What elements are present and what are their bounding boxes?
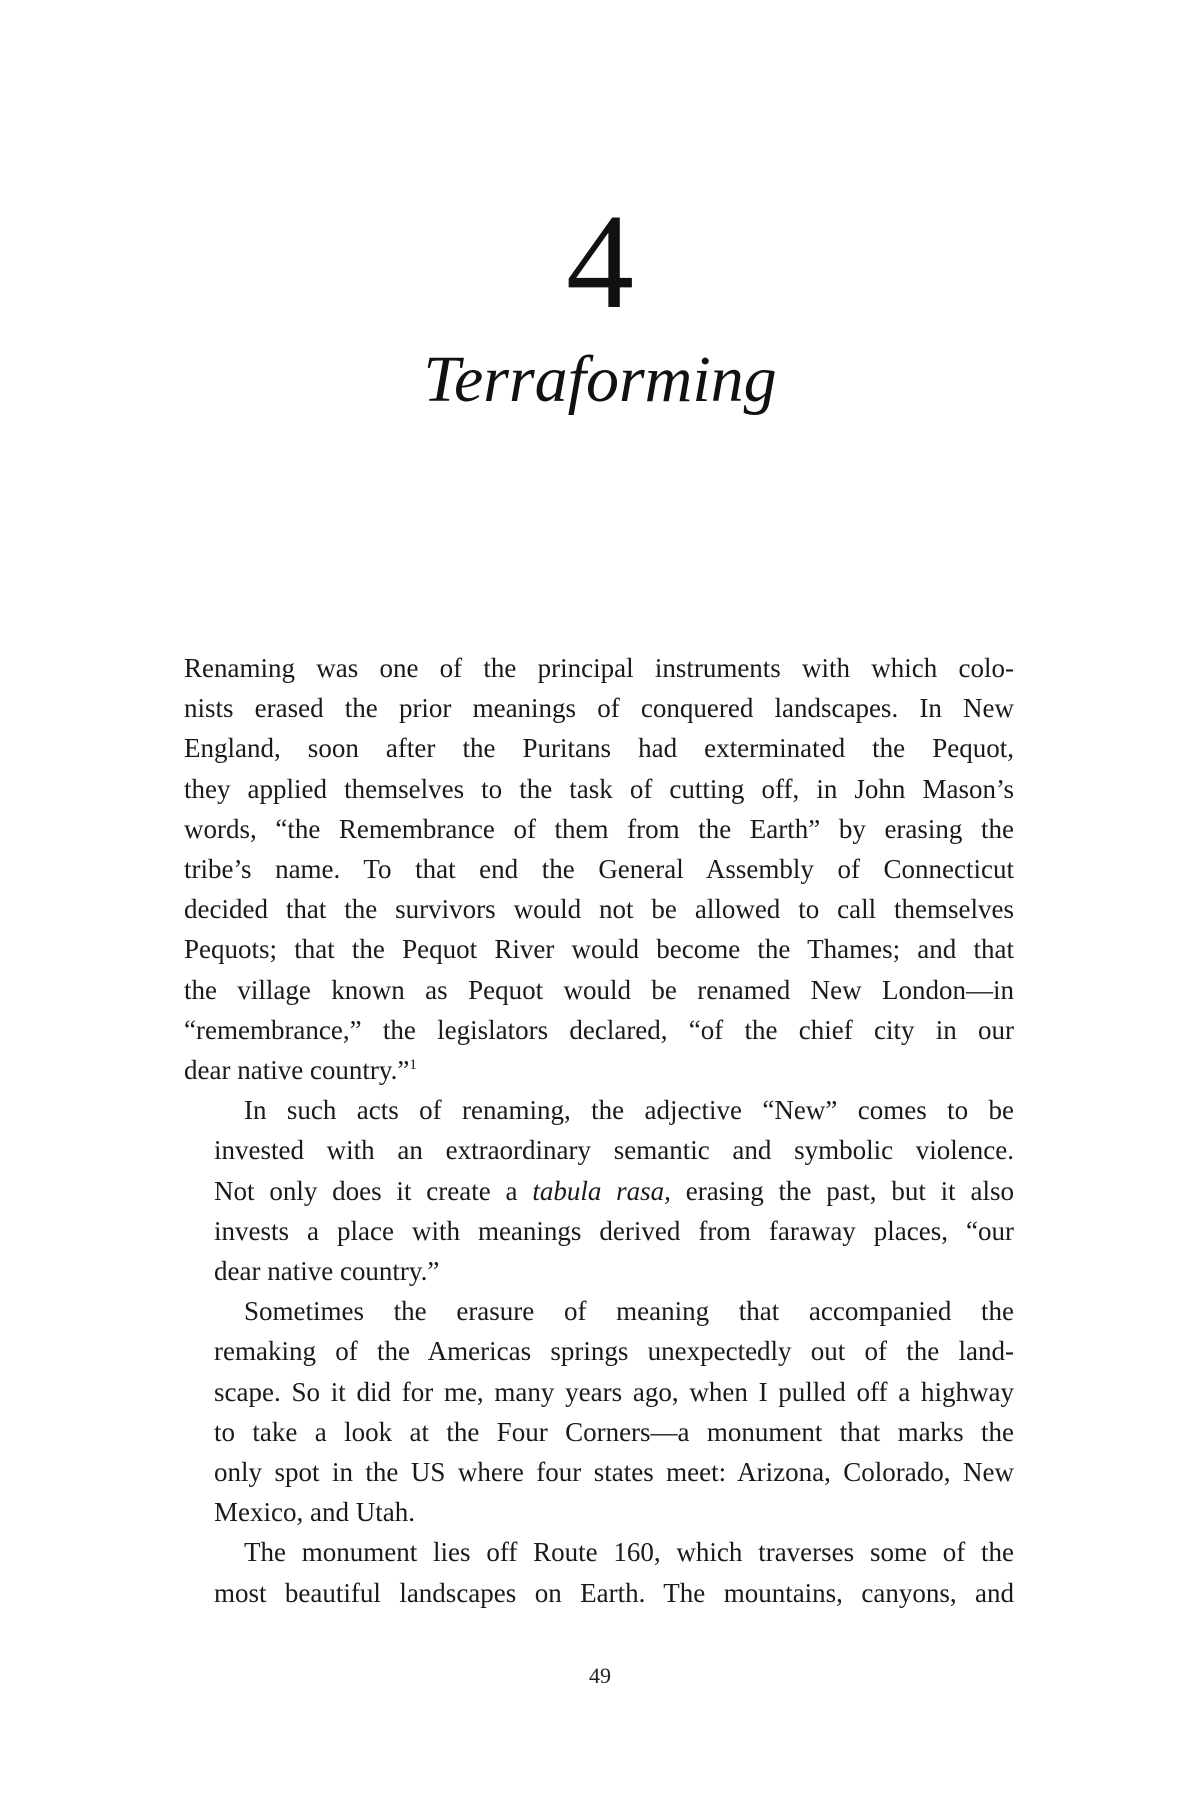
text-fragment: Not only does it create a — [214, 1175, 533, 1206]
text-line: only spot in the US where four states meet: Arizona, Colorado, New — [214, 1457, 1014, 1488]
text-line: most beautiful landscapes on Earth. The mountains, canyons, and — [214, 1577, 1014, 1608]
text-line-with-italic — [184, 1171, 1014, 1211]
text-line: The monument lies off Route 160, which traverses some of the — [244, 1537, 1014, 1568]
chapter-number: 4 — [566, 187, 634, 337]
text-line: dear native country.” — [214, 1256, 440, 1287]
text-line: to take a look at the Four Corners—a monument that marks the — [214, 1416, 1014, 1447]
footnote-marker[interactable]: 1 — [409, 1057, 417, 1074]
text-line: Renaming was one of the principal instruments with which colo- — [184, 653, 1014, 683]
text-line: tribe’s name. To that end the General Assembly of Connecticut — [184, 854, 1014, 885]
text-line: nists erased the prior meanings of conquered landscapes. In New — [184, 693, 1014, 724]
italic-phrase: tabula rasa, — [532, 1175, 671, 1206]
body-text — [184, 648, 1014, 1613]
text-line: dear native country.” — [184, 1055, 410, 1086]
text-line: invested with an extraordinary semantic and symbolic violence. — [214, 1135, 1014, 1166]
page-number: 49 — [589, 1663, 611, 1688]
paragraph-1 — [184, 648, 1014, 1090]
text-line: the village known as Pequot would be renamed New London—in — [184, 974, 1014, 1005]
text-line: words, “the Remembrance of them from the Earth” by erasing the — [184, 813, 1014, 844]
chapter-title: Terraforming — [423, 343, 777, 416]
text-line: remaking of the Americas springs unexpectedly out of the land- — [214, 1336, 1014, 1367]
text-line: decided that the survivors would not be allowed to call themselves — [184, 894, 1014, 925]
paragraph-4 — [184, 1532, 1014, 1612]
text-line: scape. So it did for me, many years ago, when I pulled off a highway — [214, 1376, 1014, 1407]
text-line: “remembrance,” the legislators declared, “of the chief city in our — [184, 1014, 1014, 1045]
text-line: Mexico, and Utah. — [214, 1497, 415, 1528]
text-line: England, soon after the Puritans had exterminated the Pequot, — [184, 733, 1014, 764]
text-fragment: erasing the past, but it also — [670, 1175, 1014, 1206]
text-line: they applied themselves to the task of cutting off, in John Mason’s — [184, 773, 1014, 804]
text-line: Sometimes the erasure of meaning that accompanied the — [244, 1296, 1014, 1327]
paragraph-2 — [184, 1090, 1014, 1291]
text-line: invests a place with meanings derived from faraway places, “our — [214, 1215, 1014, 1246]
text-line-with-footnote — [184, 1050, 1014, 1090]
paragraph-3 — [184, 1291, 1014, 1532]
text-line: In such acts of renaming, the adjective “New” comes to be — [244, 1095, 1014, 1126]
text-line: Pequots; that the Pequot River would become the Thames; and that — [184, 934, 1014, 965]
